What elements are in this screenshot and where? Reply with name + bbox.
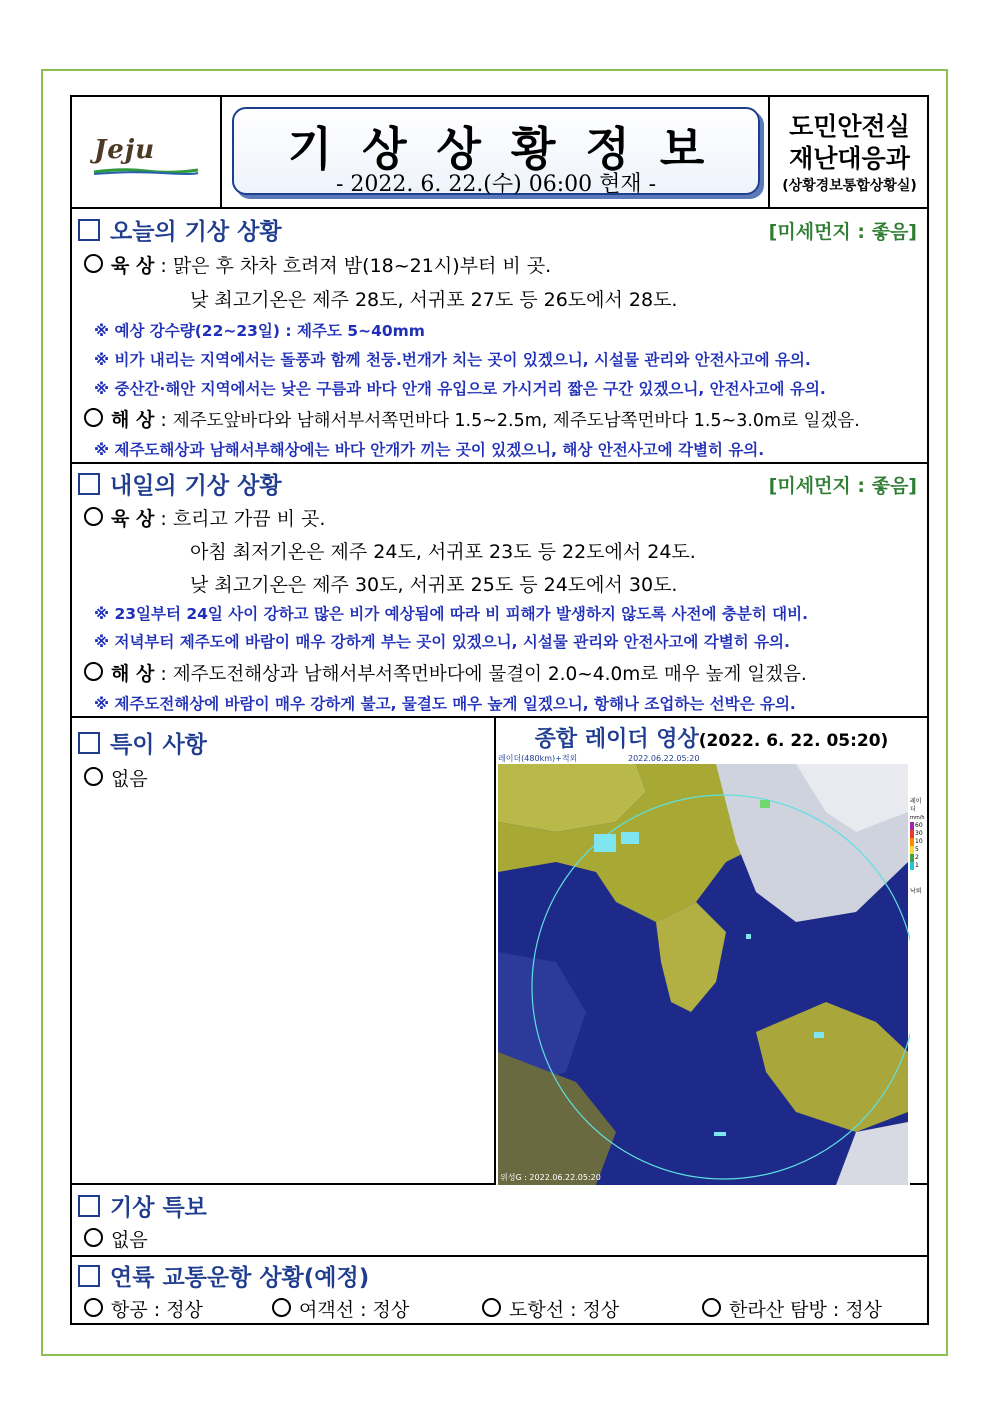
traffic-title: 연륙 교통운항 상황(예정) [78,1259,369,1292]
checkbox-icon [78,219,100,241]
today-note3: ※ 중산간·해안 지역에서는 낮은 구름과 바다 안개 유입으로 가시거리 짧은 구간 있겠으니, 안전사고에 유의. [94,380,826,398]
warning-title: 기상 특보 [78,1189,207,1222]
radar-title: 종합 레이더 영상(2022. 6. 22. 05:20) [534,727,889,752]
today-section [72,209,927,464]
today-sea-row: 해 상 : 제주도앞바다와 남해서부서쪽먼바다 1.5~2.5m, 제주도남쪽먼바다 1.5~3.0m로 일겠음. [84,405,860,432]
radar-satellite-image [496,752,910,1185]
circle-bullet-icon [84,507,103,526]
logo-cell [72,97,222,207]
today-title: 오늘의 기상 상황 [78,213,282,246]
tomorrow-note1: ※ 23일부터 24일 사이 강하고 많은 비가 예상됨에 따라 비 피해가 발생하지 않도록 사전에 충분히 대비. [94,605,809,623]
checkbox-icon [78,732,100,754]
radar-image-time: 2022.06.22.05:20 [628,754,700,763]
checkbox-icon [78,473,100,495]
circle-bullet-icon [702,1298,721,1317]
header [72,97,927,209]
tomorrow-section [72,464,927,718]
warning-item: 없음 [84,1225,148,1252]
radar-image-caption: 레이더(480km)+적외 [498,754,578,763]
tomorrow-dust: [미세먼지 : 좋음] [768,475,917,497]
circle-bullet-icon [84,254,103,273]
logo-swoosh-icon [92,167,200,175]
checkbox-icon [78,1265,100,1287]
today-note2: ※ 비가 내리는 지역에서는 돌풍과 함께 천둥.번개가 치는 곳이 있겠으니, 시설물 관리와 안전사고에 유의. [94,351,811,369]
dept-name-3: (상황경보통합상황실) [782,178,917,194]
circle-bullet-icon [84,408,103,427]
tomorrow-land-row: 육 상 : 흐리고 가끔 비 곳. [84,504,325,531]
tomorrow-land-line3: 낮 최고기온은 제주 30도, 서귀포 25도 등 24도에서 30도. [190,574,678,596]
circle-bullet-icon [84,767,103,786]
today-land-row: 육 상 : 맑은 후 차차 흐려져 밤(18~21시)부터 비 곳. [84,251,551,278]
page-title: 기상상황정보 [287,122,735,176]
today-dust: [미세먼지 : 좋음] [768,221,917,243]
traffic-port: 도항선 : 정상 [482,1295,619,1322]
traffic-hallasan: 한라산 탐방 : 정상 [702,1295,882,1322]
traffic-ferry: 여객선 : 정상 [272,1295,409,1322]
radar-image-footer: 위성G : 2022.06.22.05:20 [500,1173,601,1182]
report-datetime: - 2022. 6. 22.(수) 06:00 현재 - [335,172,657,197]
jeju-logo: Jeju [94,135,156,165]
dept-name-2: 재난대응과 [789,144,910,173]
tomorrow-title: 내일의 기상 상황 [78,467,282,500]
special-title: 특이 사항 [78,726,207,759]
title-cell [222,97,768,207]
tomorrow-land-line2: 아침 최저기온은 제주 24도, 서귀포 23도 등 22도에서 24도. [190,541,696,563]
today-note4: ※ 제주도해상과 남해서부해상에는 바다 안개가 끼는 곳이 있겠으니, 해상 안전사고에 각별히 유의. [94,441,765,459]
circle-bullet-icon [84,1298,103,1317]
special-section [72,718,496,1185]
warning-section [72,1185,927,1257]
traffic-section [72,1257,927,1323]
radar-section [496,718,927,1185]
department-cell [768,97,929,207]
radar-legend: 레이더 mm/h 60 30 10 5 2 1 낙뢰 [910,798,925,895]
circle-bullet-icon [84,662,103,681]
title-box [232,107,760,195]
tomorrow-note3: ※ 제주도전해상에 바람이 매우 강하게 불고, 물결도 매우 높게 일겠으니, 항해나 조업하는 선박은 유의. [94,695,796,713]
today-note1: ※ 예상 강수량(22~23일) : 제주도 5~40mm [94,322,425,340]
tomorrow-note2: ※ 저녁부터 제주도에 바람이 매우 강하게 부는 곳이 있겠으니, 시설물 관리와 안전사고에 각별히 유의. [94,633,790,651]
document-frame [70,95,929,1325]
circle-bullet-icon [84,1228,103,1247]
circle-bullet-icon [482,1298,501,1317]
circle-bullet-icon [272,1298,291,1317]
today-land-line2: 낮 최고기온은 제주 28도, 서귀포 27도 등 26도에서 28도. [190,289,678,311]
traffic-air: 항공 : 정상 [84,1295,203,1322]
tomorrow-sea-row: 해 상 : 제주도전해상과 남해서부서쪽먼바다에 물결이 2.0~4.0m로 매우 높게 일겠음. [84,659,807,686]
dept-name-1: 도민안전실 [789,112,910,141]
special-item: 없음 [84,764,148,791]
checkbox-icon [78,1195,100,1217]
